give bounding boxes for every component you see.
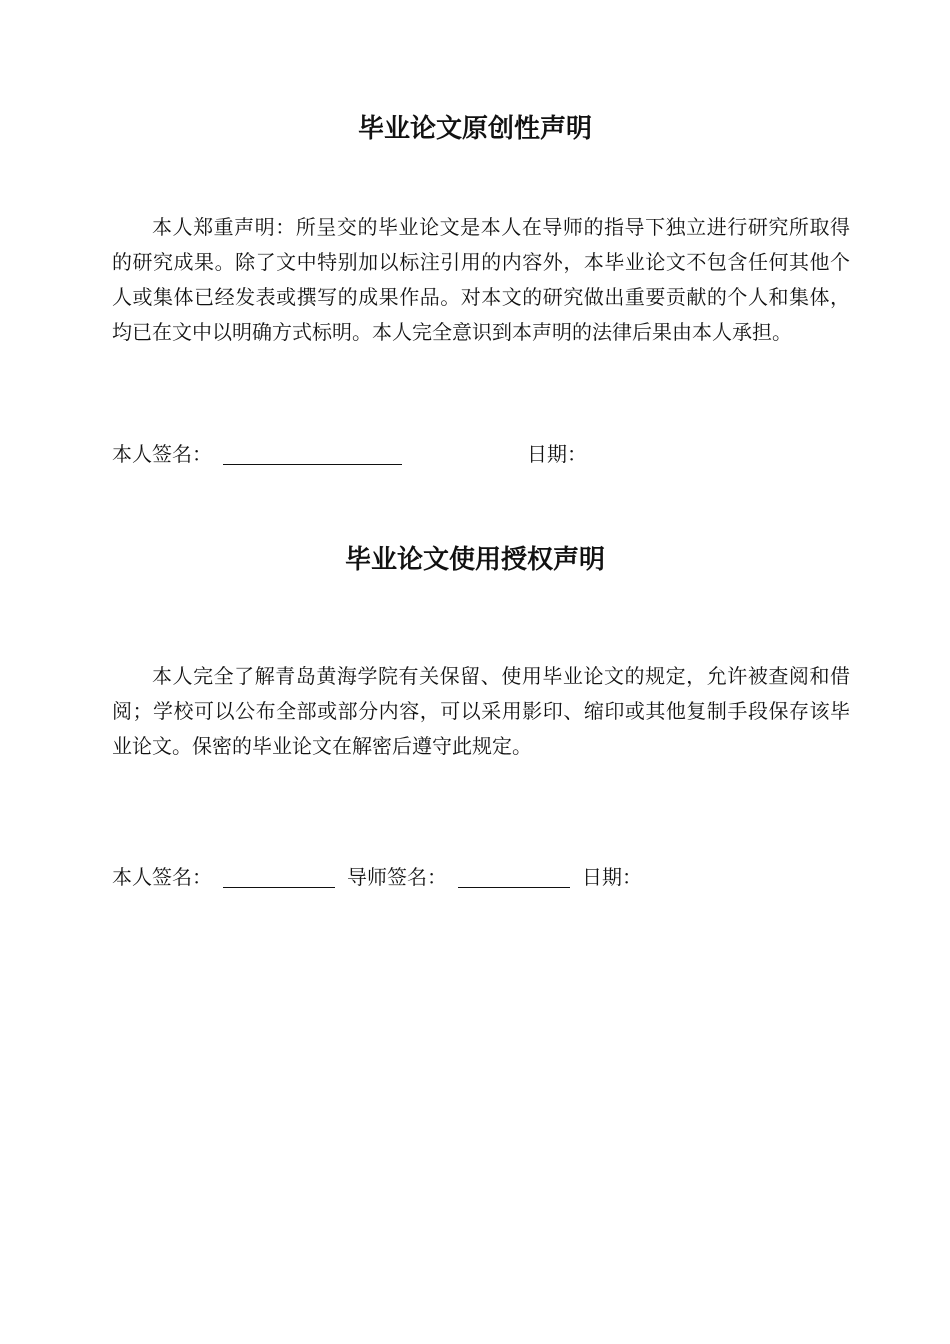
signature-line[interactable] <box>223 464 402 465</box>
advisor-signature-label: 导师签名： <box>347 865 447 889</box>
signature-label: 本人签名： <box>112 865 212 889</box>
originality-signature-row <box>112 439 850 469</box>
originality-body: 本人郑重声明：所呈交的毕业论文是本人在导师的指导下独立进行研究所取得的研究成果。除了文中特别加以标注引用的内容外，本毕业论文不包含任何其他个人或集体已经发表或撰写的成果作品。对本文的研究做出重要贡献的个人和集体，均已在文中以明确方式标明。本人完全意识到本声明的法律后果由本人承担。 <box>112 215 850 344</box>
originality-title: 毕业论文原创性声明 <box>357 114 592 144</box>
signature-label: 本人签名： <box>112 442 212 466</box>
signature-line[interactable] <box>223 887 335 888</box>
authorization-signature-row <box>112 862 850 892</box>
date-label: 日期： <box>527 442 587 466</box>
date-label: 日期： <box>582 865 642 889</box>
advisor-signature-line[interactable] <box>458 887 570 888</box>
authorization-body: 本人完全了解青岛黄海学院有关保留、使用毕业论文的规定，允许被查阅和借阅；学校可以公布全部或部分内容，可以采用影印、缩印或其他复制手段保存该毕业论文。保密的毕业论文在解密后遵守此规定。 <box>112 664 850 758</box>
authorization-title: 毕业论文使用授权声明 <box>344 545 605 575</box>
